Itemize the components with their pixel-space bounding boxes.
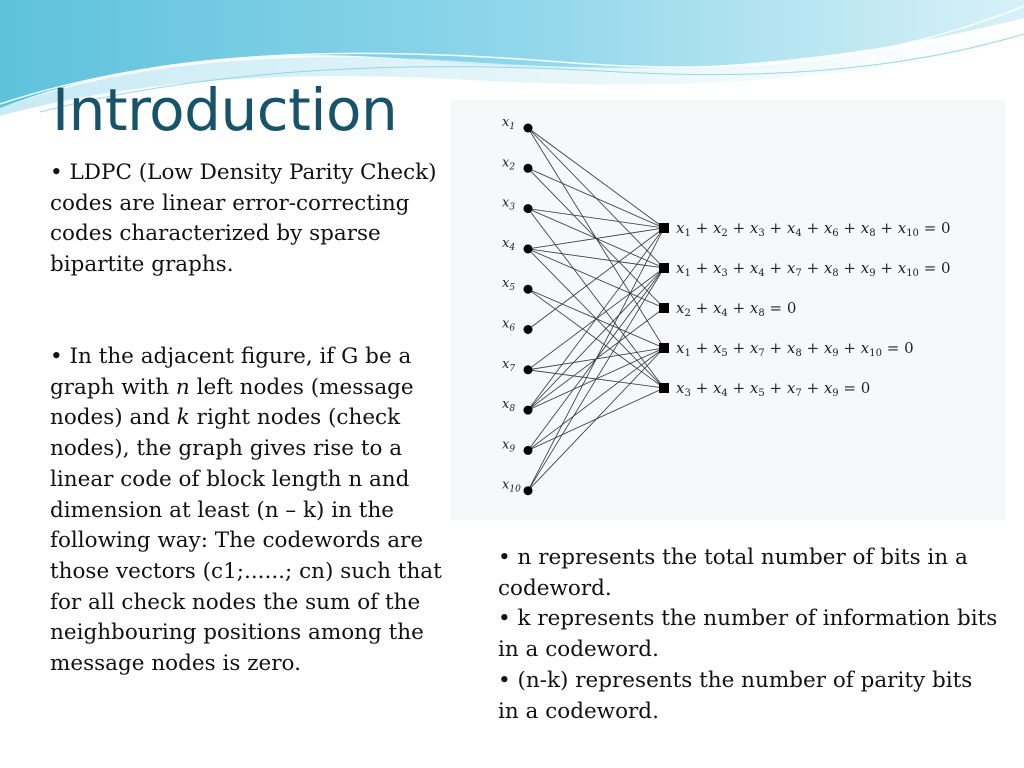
slide-title: Introduction xyxy=(52,76,398,144)
edge-x7-c5 xyxy=(528,370,664,388)
message-node-label: $x_1$ xyxy=(502,115,516,132)
message-node xyxy=(524,244,533,253)
message-node-label: $x_6$ xyxy=(502,316,516,334)
message-node-label: $x_4$ xyxy=(502,235,516,253)
message-node-label: $x_3$ xyxy=(502,195,516,213)
edge-x5-c5 xyxy=(528,289,664,388)
edge-x4-c3 xyxy=(528,249,664,308)
edge-x1-c2 xyxy=(528,128,664,268)
edge-x9-c5 xyxy=(528,388,664,450)
message-node xyxy=(524,446,533,455)
message-node xyxy=(524,204,533,213)
bullet2-text-a: • In the adjacent figure, if G be a graph with xyxy=(50,344,412,400)
message-node xyxy=(524,406,533,415)
message-node-label: $x_5$ xyxy=(502,276,516,294)
message-node-label: $x_{10}$ xyxy=(502,477,521,495)
note-k: • k represents the number of information bits in a codeword. xyxy=(498,606,998,663)
check-equation: $x_1 + x_3 + x_4 + x_7 + x_8 + x_9 + x_{10} = 0$ xyxy=(676,259,951,279)
message-node xyxy=(524,164,533,173)
message-node-label: $x_2$ xyxy=(502,155,516,173)
graph-edges xyxy=(528,128,664,491)
notes-list xyxy=(498,543,998,727)
tanner-graph xyxy=(450,100,1006,520)
message-node xyxy=(524,124,533,133)
bullet2-k: k xyxy=(176,405,190,431)
message-node xyxy=(524,285,533,294)
bullet-ldpc-definition: • LDPC (Low Density Parity Check) codes are linear error-correcting codes characterized by sparse bipartite graphs. xyxy=(50,160,437,278)
check-node xyxy=(659,303,669,313)
message-node-label: $x_7$ xyxy=(502,356,516,374)
check-node xyxy=(659,343,669,353)
message-node xyxy=(524,325,533,334)
message-node xyxy=(524,486,533,495)
check-equation: $x_2 + x_4 + x_8 = 0$ xyxy=(676,299,797,319)
note-n-minus-k: • (n-k) represents the number of parity bits in a codeword. xyxy=(498,667,973,724)
check-equation: $x_1 + x_2 + x_3 + x_4 + x_6 + x_8 + x_{10} = 0$ xyxy=(676,219,951,239)
note-n: • n represents the total number of bits in a codeword. xyxy=(498,545,968,601)
bullet-graph-explanation xyxy=(50,342,450,680)
bullet2-n: n xyxy=(175,374,190,400)
edge-x1-c4 xyxy=(528,128,664,348)
bullet2-text-b: left nodes (message nodes) and xyxy=(50,374,414,431)
check-node xyxy=(659,263,669,273)
message-node-label: $x_9$ xyxy=(502,437,516,455)
edge-x4-c5 xyxy=(528,249,664,388)
message-node xyxy=(524,365,533,374)
edge-x7-c4 xyxy=(528,348,664,370)
check-equation: $x_1 + x_5 + x_7 + x_8 + x_9 + x_{10} = 0$ xyxy=(676,339,914,359)
edge-x4-c2 xyxy=(528,249,664,268)
check-node xyxy=(659,223,669,233)
check-node xyxy=(659,383,669,393)
message-node-label: $x_8$ xyxy=(502,397,516,415)
edge-x9-c4 xyxy=(528,348,664,450)
check-equation: $x_3 + x_4 + x_5 + x_7 + x_9 = 0$ xyxy=(676,379,871,399)
edge-x1-c1 xyxy=(528,128,664,228)
bullet2-text-c: right nodes (check nodes), the graph gives rise to a linear code of block length n and dimension at least (n – k) in the following way: The codewords are those vectors (c1;......; cn) such that for all check nodes the sum of the neighbouring positions among the message nodes is zero. xyxy=(50,405,442,677)
edge-x3-c1 xyxy=(528,209,664,228)
